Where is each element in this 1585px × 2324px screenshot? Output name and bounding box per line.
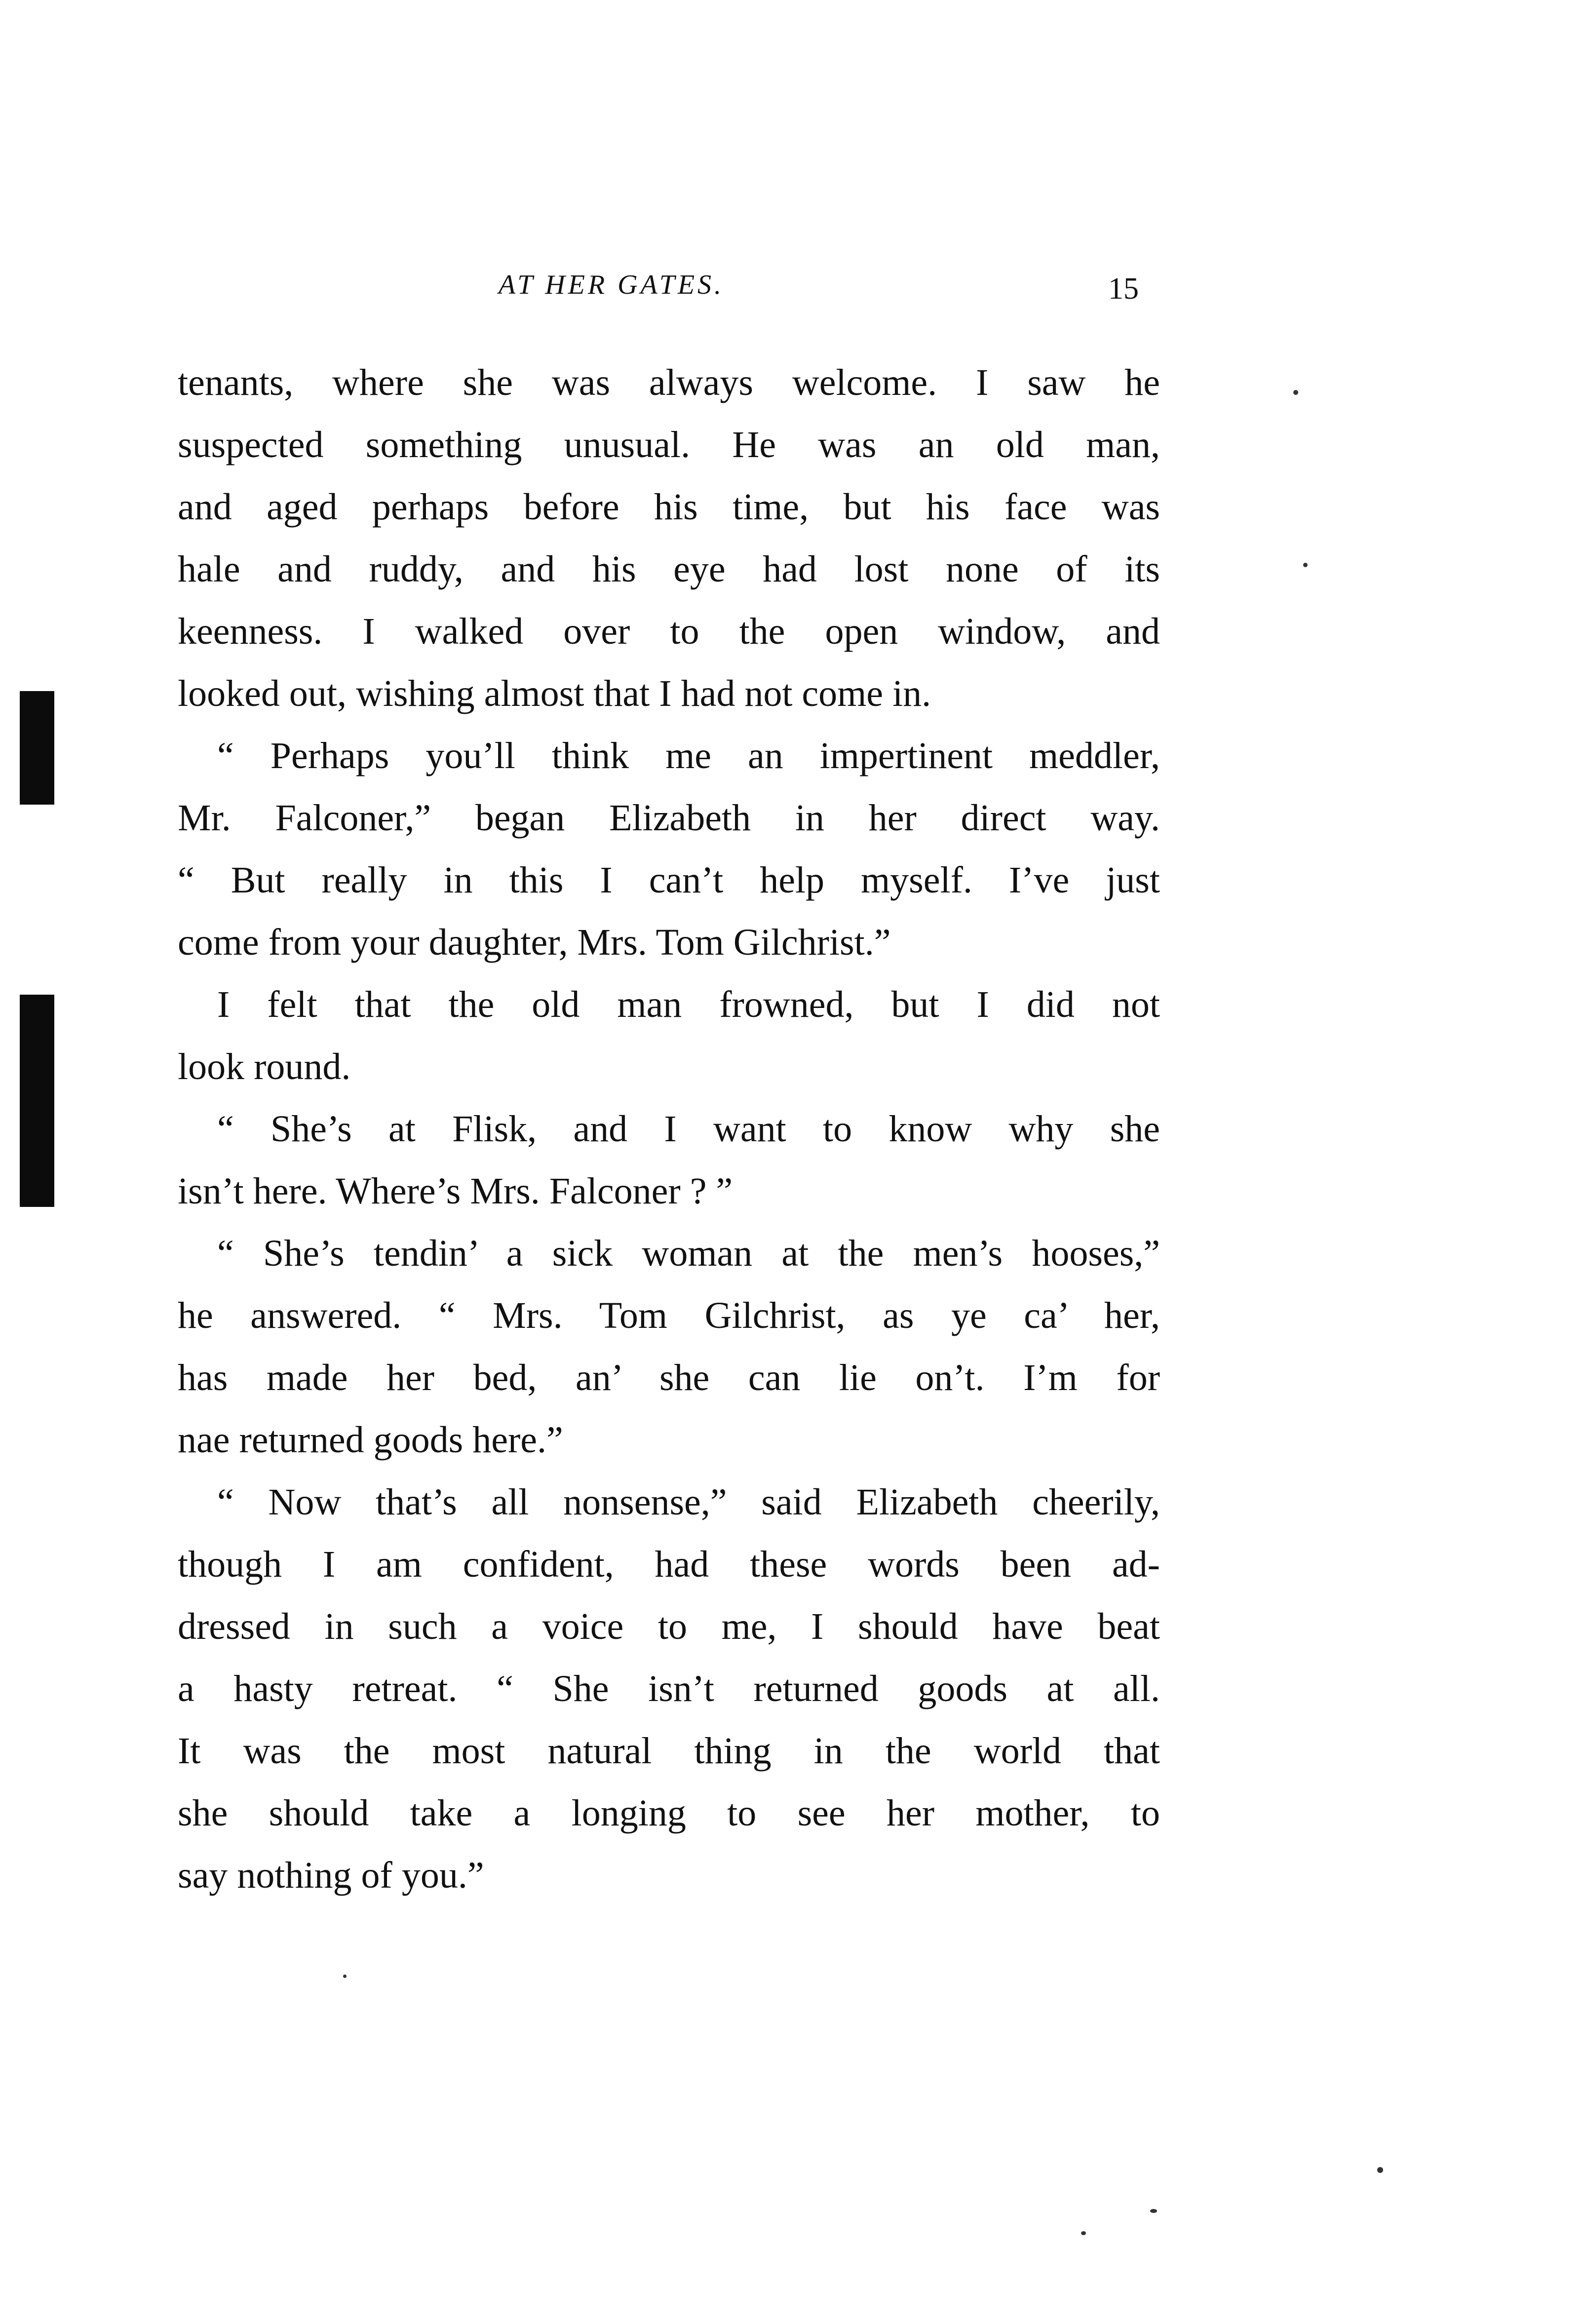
scan-edge-mark [20, 691, 54, 805]
text-line: look round. [178, 1046, 351, 1087]
text-line: isn’t here. Where’s Mrs. Falconer ? ” [178, 1170, 733, 1212]
text-line: suspected something unusual. He was an old man, [178, 424, 1160, 465]
text-line: and aged perhaps before his time, but his face was [178, 486, 1160, 528]
text-line: I felt that the old man frowned, but I did not [217, 984, 1160, 1025]
text-line: dressed in such a voice to me, I should have beat [178, 1606, 1160, 1647]
body-text [178, 351, 1160, 1906]
text-line: has made her bed, an’ she can lie on’t. I’m for [178, 1357, 1160, 1398]
scan-speck [1303, 563, 1308, 567]
text-line: tenants, where she was always welcome. I saw he [178, 362, 1160, 403]
text-line: a hasty retreat. “ She isn’t returned goods at all. [178, 1668, 1160, 1709]
scan-speck [1293, 390, 1298, 395]
scan-speck [1377, 2167, 1383, 2173]
text-line: though I am confident, had these words been ad- [178, 1544, 1160, 1585]
text-line: Mr. Falconer,” began Elizabeth in her direct way. [178, 797, 1160, 839]
text-line: he answered. “ Mrs. Tom Gilchrist, as ye ca’ her, [178, 1295, 1160, 1336]
scan-edge-mark [20, 995, 54, 1207]
text-line: It was the most natural thing in the world that [178, 1730, 1160, 1772]
running-head: AT HER GATES. [499, 270, 725, 300]
text-line: “ She’s at Flisk, and I want to know why she [217, 1108, 1160, 1150]
text-line: nae returned goods here.” [178, 1419, 563, 1461]
text-line: come from your daughter, Mrs. Tom Gilchrist.” [178, 922, 891, 963]
text-line: she should take a longing to see her mother, to [178, 1792, 1160, 1834]
text-line: “ She’s tendin’ a sick woman at the men’s hooses,” [217, 1233, 1160, 1274]
text-line: “ But really in this I can’t help myself. I’ve just [178, 859, 1160, 901]
scan-speck [1150, 2209, 1157, 2213]
page-number: 15 [1108, 272, 1139, 306]
text-line: say nothing of you.” [178, 1855, 484, 1896]
text-line: “ Perhaps you’ll think me an impertinent meddler, [217, 735, 1160, 776]
text-line: hale and ruddy, and his eye had lost none of its [178, 548, 1160, 590]
text-line: keenness. I walked over to the open window, and [178, 611, 1160, 652]
text-line: “ Now that’s all nonsense,” said Elizabeth cheerily, [217, 1481, 1160, 1523]
text-line: looked out, wishing almost that I had not come in. [178, 673, 931, 714]
scan-speck [343, 1975, 347, 1978]
scan-speck [1081, 2231, 1086, 2235]
